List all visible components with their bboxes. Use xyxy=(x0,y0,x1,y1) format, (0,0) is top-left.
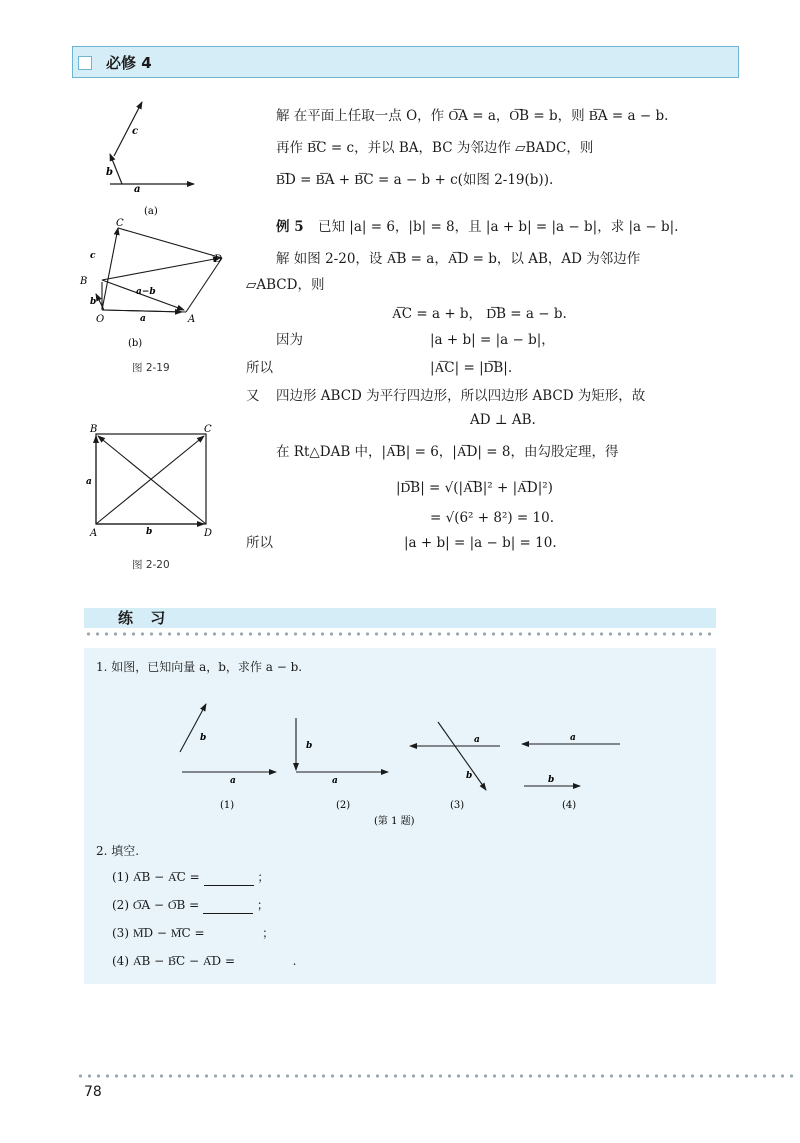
solution-line-15b: |a + b| = |a − b| = 10. xyxy=(404,535,557,551)
svg-text:a: a xyxy=(140,314,146,324)
solution-line-9a: 所以 xyxy=(246,360,273,376)
svg-text:b: b xyxy=(146,527,153,537)
svg-text:A: A xyxy=(90,528,98,539)
svg-text:a: a xyxy=(86,477,92,487)
solution-line-6: ▱ABCD，则 xyxy=(246,277,325,293)
svg-text:a: a xyxy=(570,733,576,743)
answer-blank-2[interactable] xyxy=(203,901,253,914)
figure-2-20 xyxy=(86,422,216,542)
header-square-icon xyxy=(78,56,92,70)
solution-line-7: A͞C = a + b， D͞B = a − b. xyxy=(392,306,567,322)
svg-text:(3): (3) xyxy=(450,800,465,811)
fill-item-4: (4) A͞B − B͞C − A͞D = . xyxy=(112,954,297,968)
solution-line-8a: 因为 xyxy=(276,332,303,348)
question-1: 1. 如图，已知向量 a，b，求作 a − b. xyxy=(96,660,303,674)
svg-text:b: b xyxy=(200,733,207,743)
solution-line-8b: |a + b| = |a − b|， xyxy=(430,332,555,348)
header-bar xyxy=(72,46,739,78)
example-label: 例 5 xyxy=(276,219,304,235)
svg-text:b: b xyxy=(90,297,97,307)
svg-text:c: c xyxy=(90,251,96,261)
solution-line-2: 再作 B͞C = c，并以 BA，BC 为邻边作 ▱BADC，则 xyxy=(276,140,594,156)
svg-text:(1): (1) xyxy=(220,800,235,811)
exercise-title-bar xyxy=(84,608,716,628)
svg-text:(2): (2) xyxy=(336,800,351,811)
figure-2-19b xyxy=(78,218,228,378)
svg-text:D: D xyxy=(204,528,213,539)
solution-line-14: = √(6² + 8²) = 10. xyxy=(430,510,554,526)
solution-line-12: 在 Rt△DAB 中，|A͞B| = 6，|A͞D| = 8，由勾股定理，得 xyxy=(276,444,619,460)
svg-text:a−b: a−b xyxy=(136,287,156,297)
solution-line-11: AD ⊥ AB. xyxy=(470,412,536,428)
fill-item-3: (3) M͞D − M͞C = ； xyxy=(112,926,275,940)
fill-item-2: (2) O͞A − O͞B = ； xyxy=(112,898,269,912)
svg-text:A: A xyxy=(188,314,196,325)
solution-line-1: 解 在平面上任取一点 O，作 O͞A = a，O͞B = b，则 B͞A = a − b. xyxy=(276,108,669,124)
svg-text:(4): (4) xyxy=(562,800,577,811)
solution-line-10b: 四边形 ABCD 为平行四边形，所以四边形 ABCD 为矩形，故 xyxy=(276,388,646,404)
label-c: c xyxy=(132,126,139,137)
solution-line-5: 解 如图 2-20，设 A͞B = a，A͞D = b，以 AB，AD 为邻边作 xyxy=(276,251,641,267)
svg-text:D: D xyxy=(214,254,223,265)
svg-text:(第 1 题): (第 1 题) xyxy=(374,816,415,827)
label-b: b xyxy=(106,167,113,178)
solution-line-9b: |A͞C| = |D͞B|. xyxy=(430,360,513,376)
example-text: 已知 |a| = 6，|b| = 8，且 |a + b| = |a − b|，求 |a − b|. xyxy=(318,219,679,235)
svg-text:b: b xyxy=(548,775,555,785)
svg-text:B: B xyxy=(80,276,88,287)
svg-text:B: B xyxy=(90,424,98,435)
svg-text:O: O xyxy=(96,314,105,325)
svg-text:b: b xyxy=(466,771,473,781)
footer-dotted-divider xyxy=(76,1074,796,1078)
svg-text:a: a xyxy=(230,776,236,786)
svg-text:a: a xyxy=(474,735,480,745)
question-2: 2. 填空. xyxy=(96,844,140,858)
svg-text:C: C xyxy=(204,424,212,435)
caption-a: (a) xyxy=(144,206,158,216)
solution-line-13: |D͞B| = √(|A͞B|² + |A͞D|²) xyxy=(396,480,553,496)
svg-text:b: b xyxy=(306,741,313,751)
question-1-figures xyxy=(160,690,640,830)
label-a: a xyxy=(134,184,141,195)
caption-b: (b) xyxy=(128,338,143,349)
svg-text:a: a xyxy=(332,776,338,786)
fill-item-1: (1) A͞B − A͞C = ； xyxy=(112,870,270,884)
dotted-divider xyxy=(84,632,716,636)
figure-2-20-label: 图 2-20 xyxy=(132,559,170,571)
exercise-title: 练 习 xyxy=(118,609,172,627)
figure-2-19-label: 图 2-19 xyxy=(132,362,170,374)
solution-line-15a: 所以 xyxy=(246,535,273,551)
solution-line-10a: 又 xyxy=(246,388,260,404)
header-title: 必修 4 xyxy=(106,54,152,72)
svg-text:C: C xyxy=(116,218,124,229)
answer-blank-1[interactable] xyxy=(204,873,254,886)
figure-2-19a xyxy=(96,96,206,216)
solution-line-3: B͞D = B͞A + B͞C = a − b + c(如图 2-19(b)). xyxy=(276,172,554,188)
page-number: 78 xyxy=(84,1084,102,1100)
